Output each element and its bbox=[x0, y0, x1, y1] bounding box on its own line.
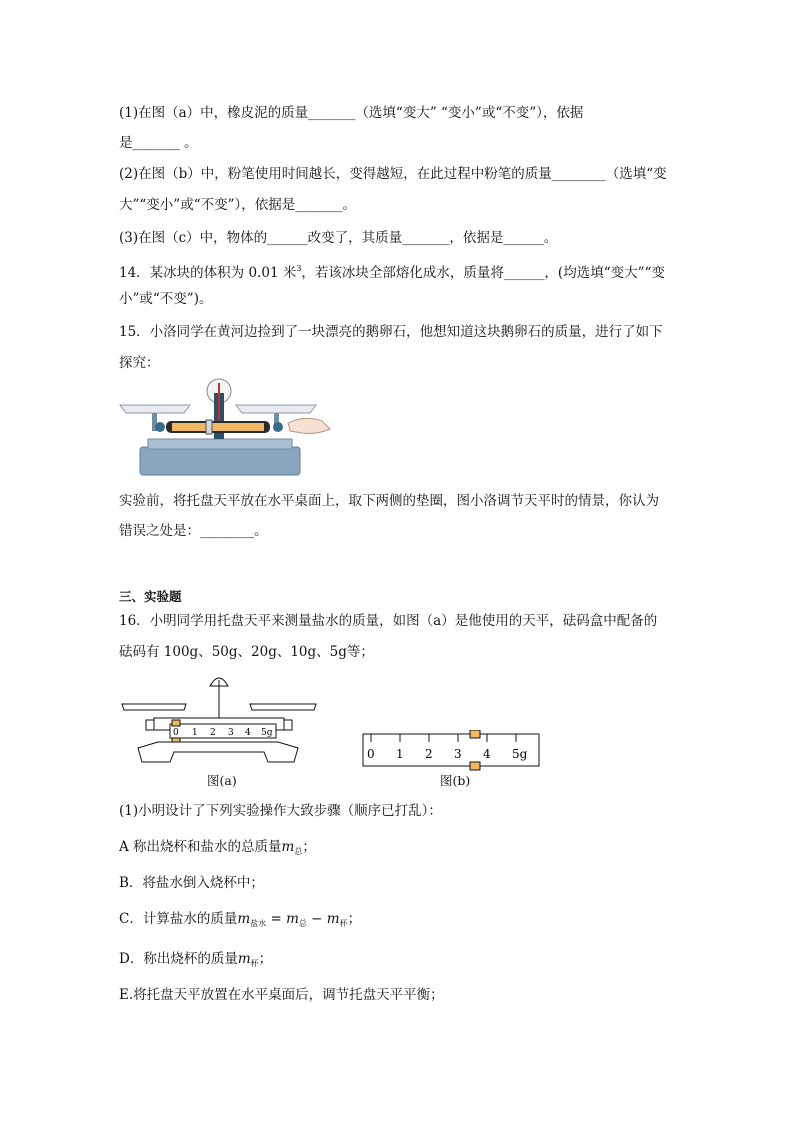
right-balance-nut bbox=[273, 422, 283, 432]
left-balance-nut bbox=[155, 422, 165, 432]
q14-line2: 小”或“不变”)。 bbox=[119, 291, 213, 307]
fig-a-right-pan bbox=[250, 704, 316, 710]
fig-b-tick-1: 1 bbox=[396, 747, 404, 761]
q14-cube-superscript: 3 bbox=[296, 264, 302, 273]
step-c-m3: m bbox=[326, 911, 340, 927]
balance-base-top bbox=[148, 439, 292, 449]
hand bbox=[288, 418, 330, 433]
q15-line3: 实验前，将托盘天平放在水平桌面上，取下两侧的垫圈，图小洛调节天平时的情景，你认为 bbox=[119, 493, 659, 509]
fig-a-slider bbox=[172, 720, 180, 726]
fig-b-slider-bottom bbox=[470, 762, 480, 770]
step-c bbox=[119, 910, 361, 933]
step-c-text: C．计算盐水的质量 bbox=[119, 911, 238, 927]
q13-part2-line1: (2)在图（b）中，粉笔使用时间越长，变得越短，在此过程中粉笔的质量________（选填“变 bbox=[119, 166, 667, 182]
figure-a-balance bbox=[118, 668, 328, 770]
q14-line1 bbox=[119, 260, 665, 282]
step-c-m2: m bbox=[286, 911, 299, 927]
step-c-minus: − bbox=[306, 911, 327, 927]
q13-part1-line2: 是_______ 。 bbox=[119, 135, 198, 151]
fig-a-tick-2: 2 bbox=[210, 728, 216, 738]
q13-part2-line2: 大”“变小”或“不变”），依据是_______。 bbox=[119, 197, 357, 213]
fig-a-left-pan bbox=[122, 704, 186, 710]
q15-balance-illustration bbox=[118, 375, 338, 480]
step-c-m1: m bbox=[237, 911, 251, 927]
fig-a-tick-0: 0 bbox=[173, 728, 179, 738]
q15-line4: 错误之处是：________。 bbox=[119, 523, 268, 539]
step-b: B．将盐水倒入烧杯中； bbox=[119, 875, 264, 891]
figure-a-caption: 图(a) bbox=[207, 773, 237, 788]
step-a bbox=[119, 838, 316, 861]
fig-b-slider-top bbox=[470, 730, 480, 738]
fig-a-tick-1: 1 bbox=[192, 728, 198, 738]
fig-a-base bbox=[138, 742, 298, 762]
fig-b-tick-4: 4 bbox=[483, 747, 491, 761]
step-e: E.将托盘天平放置在水平桌面后，调节托盘天平平衡； bbox=[119, 987, 444, 1003]
beam-slider bbox=[206, 420, 212, 434]
balance-base bbox=[140, 447, 300, 475]
step-d-sub: 杯 bbox=[250, 959, 259, 968]
fig-b-tick-2: 2 bbox=[425, 747, 433, 761]
step-a-sub: 总 bbox=[294, 847, 303, 856]
q14-text-pre: 14．某冰块的体积为 0.01 米 bbox=[119, 265, 297, 281]
q16-line2: 砝码有 100g、50g、20g、10g、5g等； bbox=[119, 644, 374, 660]
fig-a-tick-4: 4 bbox=[245, 728, 251, 738]
fig-b-tick-5: 5g bbox=[512, 747, 528, 761]
step-a-end: ； bbox=[302, 839, 316, 855]
q13-part1-line1: (1)在图（a）中，橡皮泥的质量_______（选填“变大” “变小”或“不变”），依据 bbox=[119, 105, 584, 121]
left-pan bbox=[120, 405, 190, 413]
fig-b-tick-3: 3 bbox=[454, 747, 462, 761]
figure-b-caption: 图(b) bbox=[440, 773, 471, 788]
figure-b-ruler bbox=[362, 730, 542, 772]
fig-b-tick-0: 0 bbox=[367, 747, 375, 761]
step-c-sub3: 杯 bbox=[339, 919, 348, 928]
fig-a-tick-5: 5g bbox=[261, 728, 273, 738]
step-a-m: m bbox=[281, 839, 295, 855]
fig-a-tick-3: 3 bbox=[228, 728, 234, 738]
right-pan bbox=[236, 405, 316, 413]
q14-text-post: ，若该冰块全部熔化成水，质量将______，(均选填“变大”“变 bbox=[301, 265, 665, 281]
q16-line1: 16．小明同学用托盘天平来测量盐水的质量，如图（a）是他使用的天平，砝码盒中配备的 bbox=[119, 613, 658, 629]
q13-part3: (3)在图（c）中，物体的______改变了，其质量_______，依据是______。 bbox=[119, 230, 558, 246]
fig-a-right-nut bbox=[284, 720, 292, 730]
step-c-sub2: 总 bbox=[298, 919, 307, 928]
step-d-text: D．称出烧杯的质量 bbox=[119, 951, 238, 967]
step-d-end: ； bbox=[258, 951, 273, 967]
step-d bbox=[119, 950, 272, 973]
q15-line2: 探究： bbox=[119, 355, 160, 371]
fig-a-left-nut bbox=[146, 720, 154, 730]
section-heading: 三、实验题 bbox=[119, 589, 182, 604]
step-c-end: ； bbox=[347, 911, 362, 927]
q16-part1: (1)小明设计了下列实验操作大致步骤（顺序已打乱）： bbox=[119, 803, 442, 819]
step-d-m: m bbox=[237, 951, 251, 967]
q15-line1: 15．小洛同学在黄河边捡到了一块漂亮的鹅卵石，他想知道这块鹅卵石的质量，进行了如下 bbox=[119, 324, 663, 340]
beam-ruler-scale bbox=[172, 423, 264, 431]
step-a-text: A 称出烧杯和盐水的总质量 bbox=[119, 839, 282, 855]
step-c-eq: = bbox=[266, 911, 287, 927]
step-c-sub1: 盐水 bbox=[250, 919, 267, 928]
